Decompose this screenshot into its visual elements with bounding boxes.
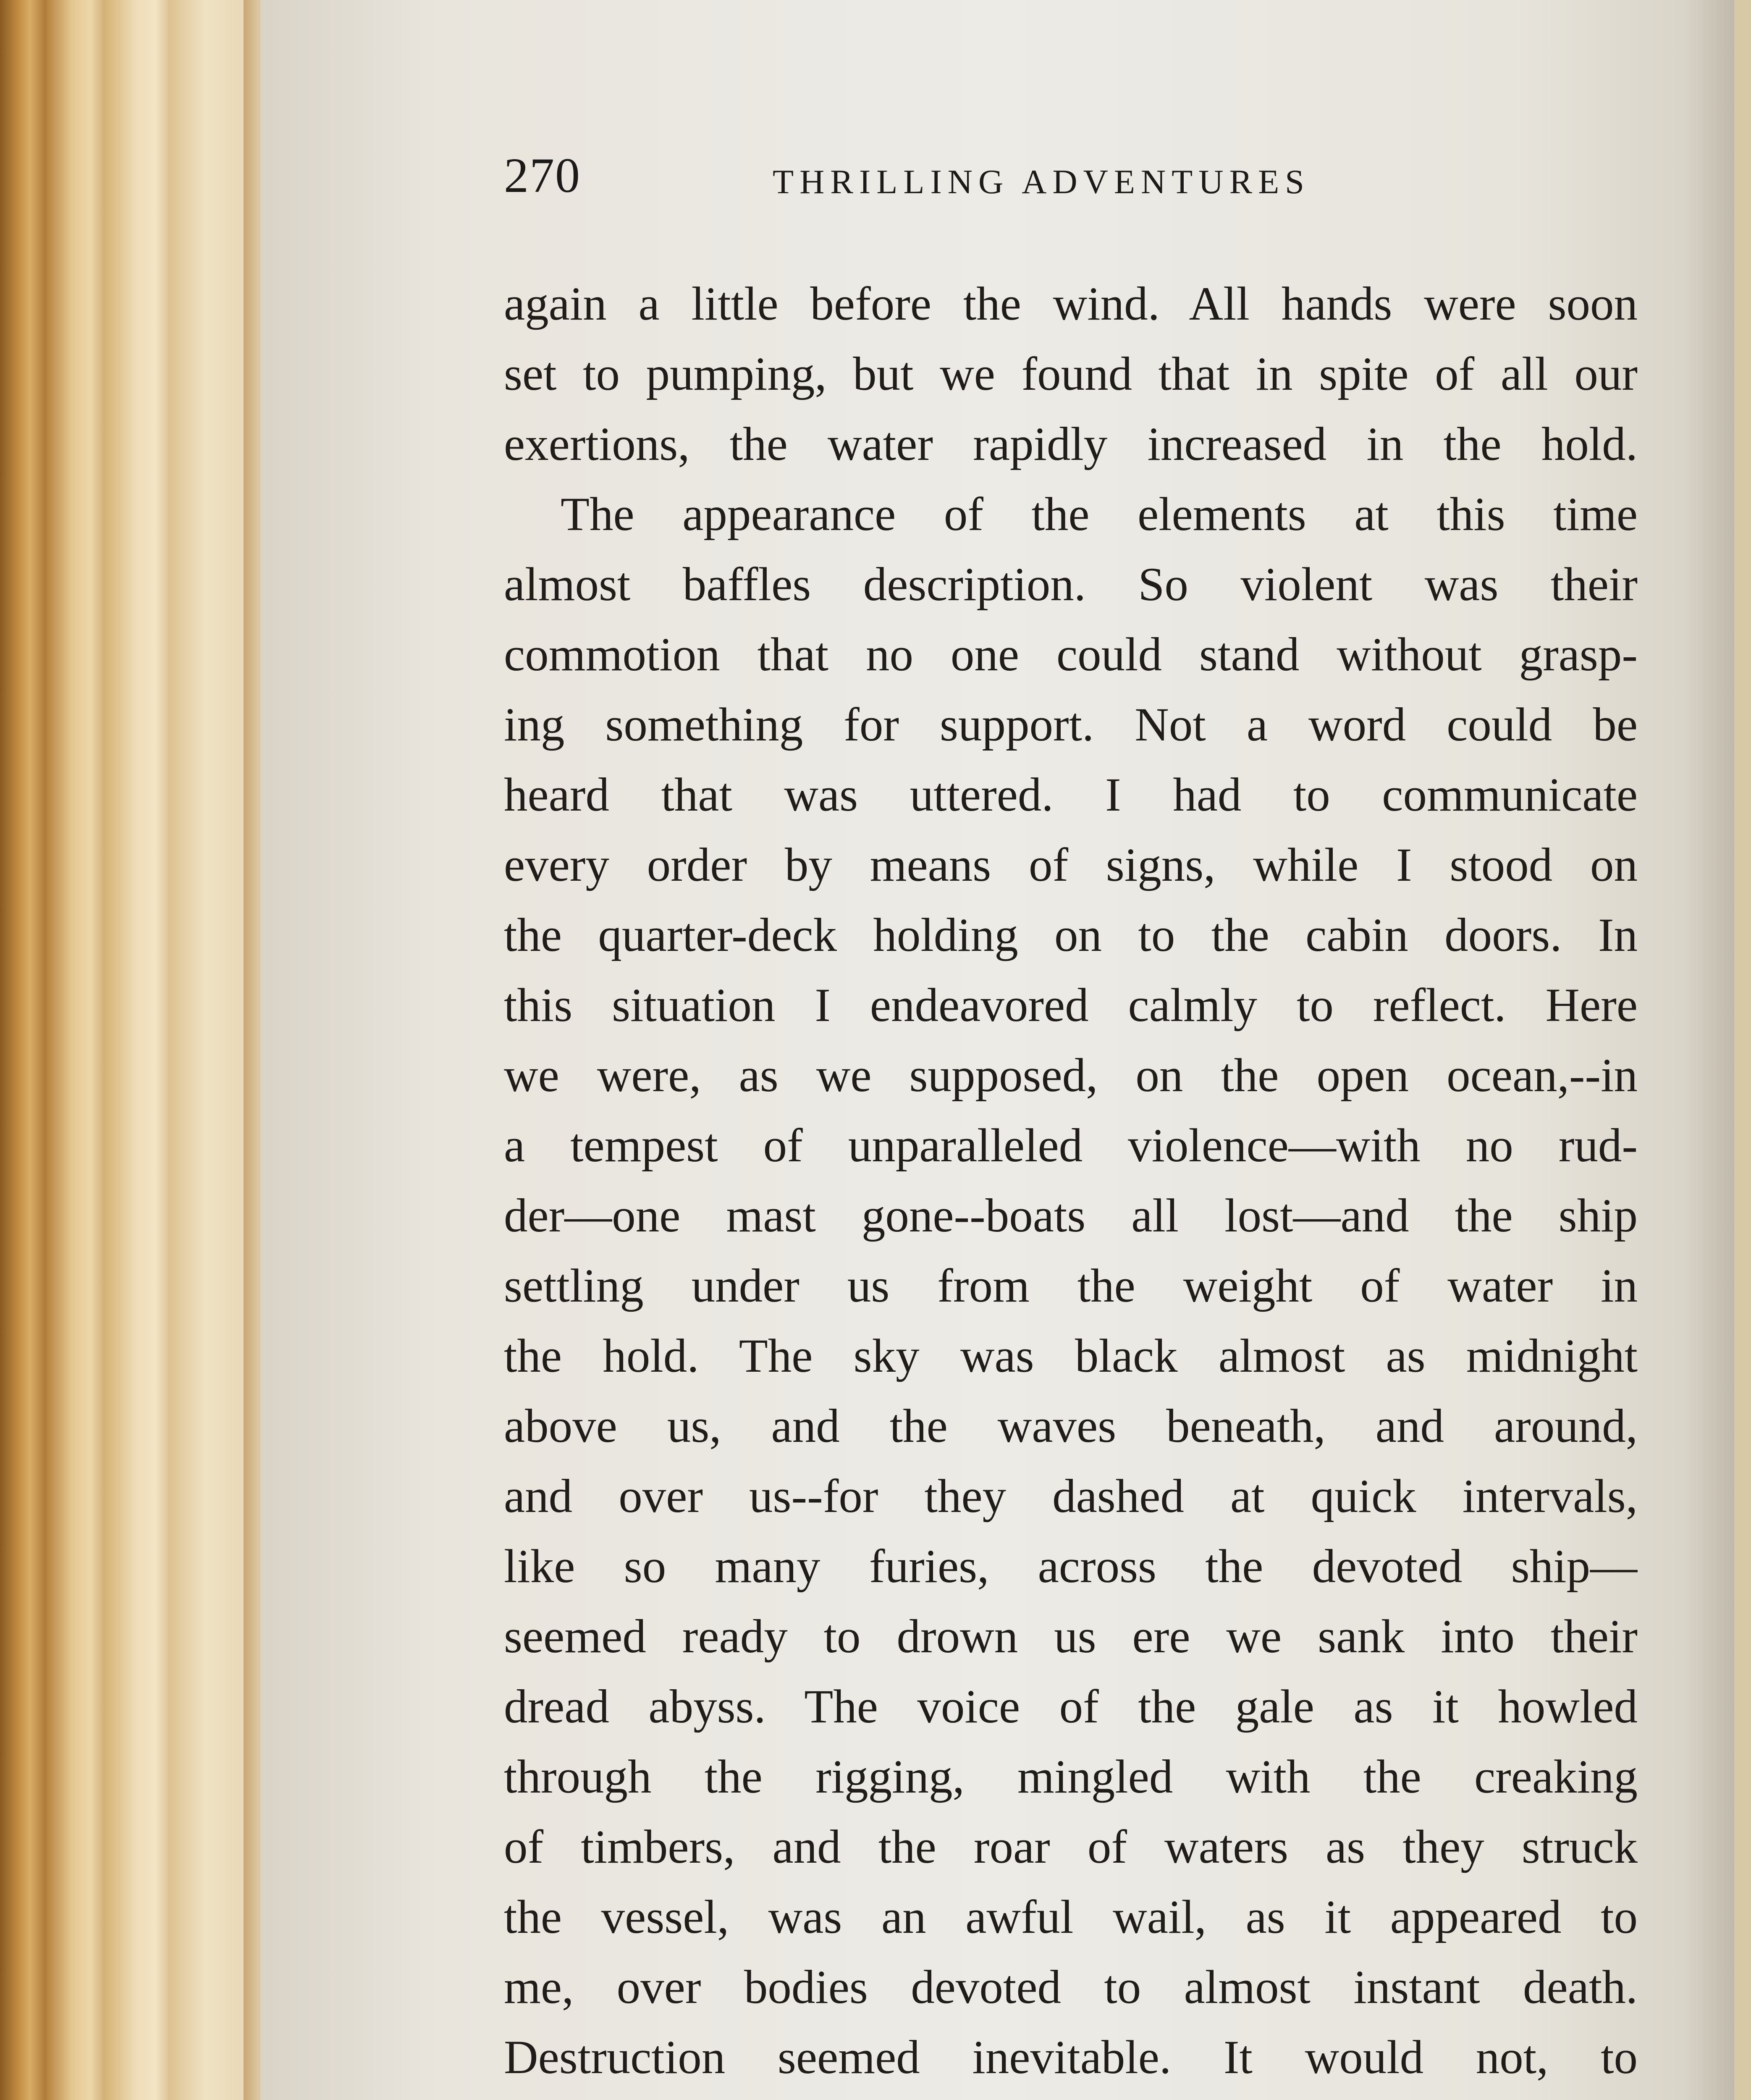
text-line: the hold. The sky was black almost as midnight xyxy=(504,1330,1638,1382)
book-page xyxy=(260,0,1734,2100)
text-line: of timbers, and the roar of waters as they struck xyxy=(504,1821,1638,1873)
text-line: the vessel, was an awful wail, as it appeared to xyxy=(504,1891,1638,1943)
text-line: set to pumping, but we found that in spite of all our xyxy=(504,348,1638,400)
text-line: we were, as we supposed, on the open ocean,--in xyxy=(504,1049,1638,1102)
text-line: Destruction seemed inevitable. It would not, to xyxy=(504,2031,1638,2084)
text-line: like so many furies, across the devoted ship— xyxy=(504,1540,1638,1593)
text-line: and over us--for they dashed at quick intervals, xyxy=(504,1470,1638,1522)
text-line: seemed ready to drown us ere we sank into their xyxy=(504,1610,1638,1663)
page-edge xyxy=(0,0,50,2100)
body-text xyxy=(504,269,1638,2100)
text-line: this situation I endeavored calmly to reflect. Here xyxy=(504,979,1638,1032)
text-line: ing something for support. Not a word could be xyxy=(504,698,1638,751)
text-line: the quarter-deck holding on to the cabin doors. In xyxy=(504,909,1638,961)
text-line: every order by means of signs, while I stood on xyxy=(504,839,1638,891)
text-line: dread abyss. The voice of the gale as it howled xyxy=(504,1680,1638,1733)
text-line: again a little before the wind. All hands were soon xyxy=(504,278,1638,330)
text-line: through the rigging, mingled with the creaking xyxy=(504,1751,1638,1803)
page-edge xyxy=(168,0,246,2100)
page-number: 270 xyxy=(504,148,581,203)
text-line: a tempest of unparalleled violence—with no rud- xyxy=(504,1119,1638,1172)
text-line: me, over bodies devoted to almost instant death. xyxy=(504,1961,1638,2013)
text-line: above us, and the waves beneath, and around, xyxy=(504,1400,1638,1452)
page-gutter-shadow xyxy=(1684,0,1734,2100)
page-edge xyxy=(46,0,109,2100)
text-line: The appearance of the elements at this time xyxy=(561,488,1638,541)
text-line: commotion that no one could stand without grasp- xyxy=(504,628,1638,681)
text-line: heard that was uttered. I had to communicate xyxy=(504,769,1638,821)
running-head xyxy=(504,147,1646,202)
text-line: exertions, the water rapidly increased in the hold. xyxy=(504,418,1638,470)
text-line: almost baffles description. So violent was their xyxy=(504,558,1638,611)
text-line xyxy=(504,2092,1638,2100)
text-line: der—one mast gone--boats all lost—and the ship xyxy=(504,1189,1638,1242)
text-line: settling under us from the weight of water in xyxy=(504,1260,1638,1312)
running-head-title: THRILLING ADVENTURES xyxy=(773,163,1310,201)
page-edge xyxy=(105,0,172,2100)
